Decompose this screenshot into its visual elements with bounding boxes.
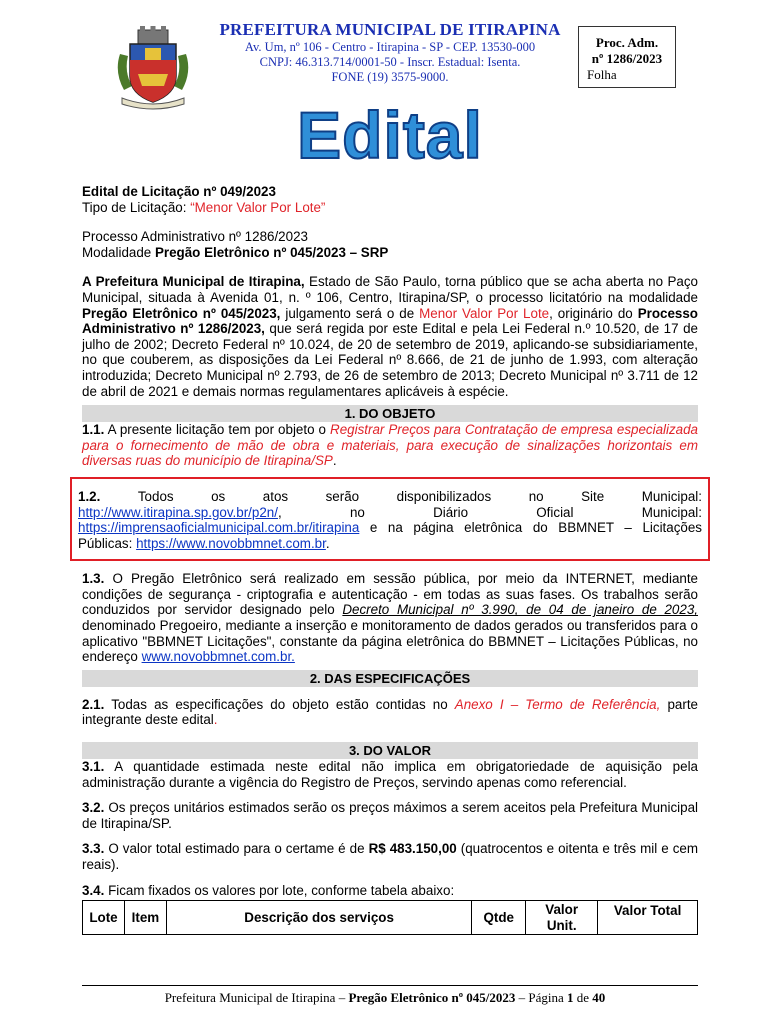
- bbmnet-link[interactable]: https://www.novobbmnet.com.br: [136, 535, 326, 551]
- section-1-heading: 1. DO OBJETO: [82, 405, 698, 422]
- modality: Modalidade Pregão Eletrônico nº 045/2023 – SRP: [82, 244, 389, 260]
- proc-label: Proc. Adm.: [595, 35, 659, 50]
- licitacao-type: Tipo de Licitação: “Menor Valor Por Lote”: [82, 199, 326, 215]
- edital-banner-text: Edital: [297, 100, 483, 170]
- phone-line: FONE (19) 3575-9000.: [331, 70, 449, 84]
- footer-divider: [82, 985, 698, 986]
- clause-1-2-line-2: http://www.itirapina.sp.gov.br/p2n/, no Diário Oficial Municipal:: [78, 504, 702, 520]
- page-number: 1: [567, 990, 574, 1005]
- novobbmnet-link[interactable]: www.novobbmnet.com.br.: [141, 649, 295, 665]
- edital-banner: [290, 100, 490, 170]
- lots-table: [82, 900, 698, 935]
- document-body: [78, 184, 702, 935]
- clause-3-1: 3.1. A quantidade estimada neste edital não implica em obrigatoriedade de aquisição pela administração durante a vigência do Registro de Preços, servindo apenas como referencial.: [82, 759, 698, 790]
- folha-label: Folha: [587, 67, 617, 82]
- clause-1-2-line-3: https://imprensaoficialmunicipal.com.br/itirapina e na página eletrônica do BBMNET – Licitações Públicas: https://www.novobbmnet.com.br.: [78, 520, 702, 551]
- clause-3-3: 3.3. O valor total estimado para o certame é de R$ 483.150,00 (quatrocentos e oitenta e três mil e cem reais).: [82, 841, 699, 872]
- municipal-crest-icon: [112, 24, 194, 110]
- col-item: Item: [124, 901, 166, 935]
- col-descricao: Descrição dos serviços: [166, 901, 471, 935]
- process-stamp-box: [578, 26, 676, 88]
- cnpj-line: CNPJ: 46.313.714/0001-50 - Inscr. Estadual: Isenta.: [259, 55, 521, 69]
- proc-number: nº 1286/2023: [591, 51, 663, 66]
- imprensa-oficial-link[interactable]: https://imprensaoficialmunicipal.com.br/itirapina: [78, 520, 360, 536]
- table-header-row: [83, 901, 698, 935]
- clause-1-3: 1.3. O Pregão Eletrônico será realizado em sessão pública, por meio da INTERNET, mediante condições de segurança - criptografia e autenticação - em todas as suas fases. Os trabalhos serão conduzidos por servidor designado pelo Decreto Municipal nº 3.990, de 04 de janeiro de 2023, denominado Pregoeiro, mediante a inserção e monitoramento de dados gerados ou transferidos para o aplicativo "BBMNET Licitações", constante da página eletrônica do BBMNET – Licitações Públicas, no endereço www.novobbmnet.com.br.: [82, 571, 698, 665]
- site-municipal-link[interactable]: http://www.itirapina.sp.gov.br/p2n/: [78, 504, 278, 520]
- section-3-heading: 3. DO VALOR: [82, 742, 698, 759]
- page-total: 40: [592, 990, 606, 1005]
- letterhead: [0, 18, 770, 98]
- page-footer: Prefeitura Municipal de Itirapina – Pregão Eletrônico nº 045/2023 – Página 1 de 40: [164, 990, 606, 1005]
- clause-1-1: 1.1. A presente licitação tem por objeto o Registrar Preços para Contratação de empresa especializada para o fornecimento de mão de obra e materiais, para execução de sinalizações horizontais em diversas ruas do município de Itirapina/SP.: [82, 422, 699, 469]
- clause-3-2: 3.2. Os preços unitários estimados serão os preços máximos a serem aceitos pela Prefeitura Municipal de Itirapina/SP.: [82, 800, 698, 831]
- process-number: Processo Administrativo nº 1286/2023: [82, 229, 308, 245]
- clause-1-2-line-1: 1.2. Todos os atos serão disponibilizados no Site Municipal:: [78, 488, 702, 504]
- edital-number: Edital de Licitação nº 049/2023: [82, 184, 276, 199]
- col-valor-unit: Valor Unit.: [526, 901, 598, 935]
- clause-3-4: 3.4. Ficam fixados os valores por lote, conforme tabela abaixo:: [82, 882, 455, 898]
- address-line: Av. Um, nº 106 - Centro - Itirapina - SP - CEP. 13530-000: [244, 40, 536, 54]
- clause-1-2-highlight-box: [70, 477, 710, 561]
- col-valor-total: Valor Total: [598, 901, 698, 935]
- municipality-title: PREFEITURA MUNICIPAL DE ITIRAPINA: [219, 20, 561, 39]
- clause-2-1: 2.1. Todas as especificações do objeto estão contidas no Anexo I – Termo de Referência, parte integrante deste edital.: [82, 696, 698, 728]
- letterhead-text: [205, 20, 575, 85]
- preamble-paragraph: A Prefeitura Municipal de Itirapina, Estado de São Paulo, torna público que se acha aberta no Paço Municipal, situada à Avenida 01, n. º 106, Centro, Itirapina/SP, o processo licitatório na modalidade Pregão Eletrônico nº 045/2023, julgamento será o de Menor Valor Por Lote, originário do Processo Administrativo nº 1286/2023, que será regida por este Edital e pela Lei Federal n.º 10.520, de 17 de julho de 2002; Decreto Federal nº 10.024, de 20 de setembro de 2019, aplicando-se subsidiariamente, no que couberem, as disposições da Lei Federal nº 8.666, de 21 de junho de 1.993, com alteração introduzida; Decreto Municipal nº 2.793, de 26 de setembro de 2013; Decreto Municipal nº 3.711 de 12 de abril de 2021 e demais normas regulamentares aplicáveis à espécie.: [82, 274, 698, 399]
- col-lote: Lote: [83, 901, 125, 935]
- col-qtde: Qtde: [472, 901, 526, 935]
- section-2-heading: 2. DAS ESPECIFICAÇÕES: [82, 670, 698, 687]
